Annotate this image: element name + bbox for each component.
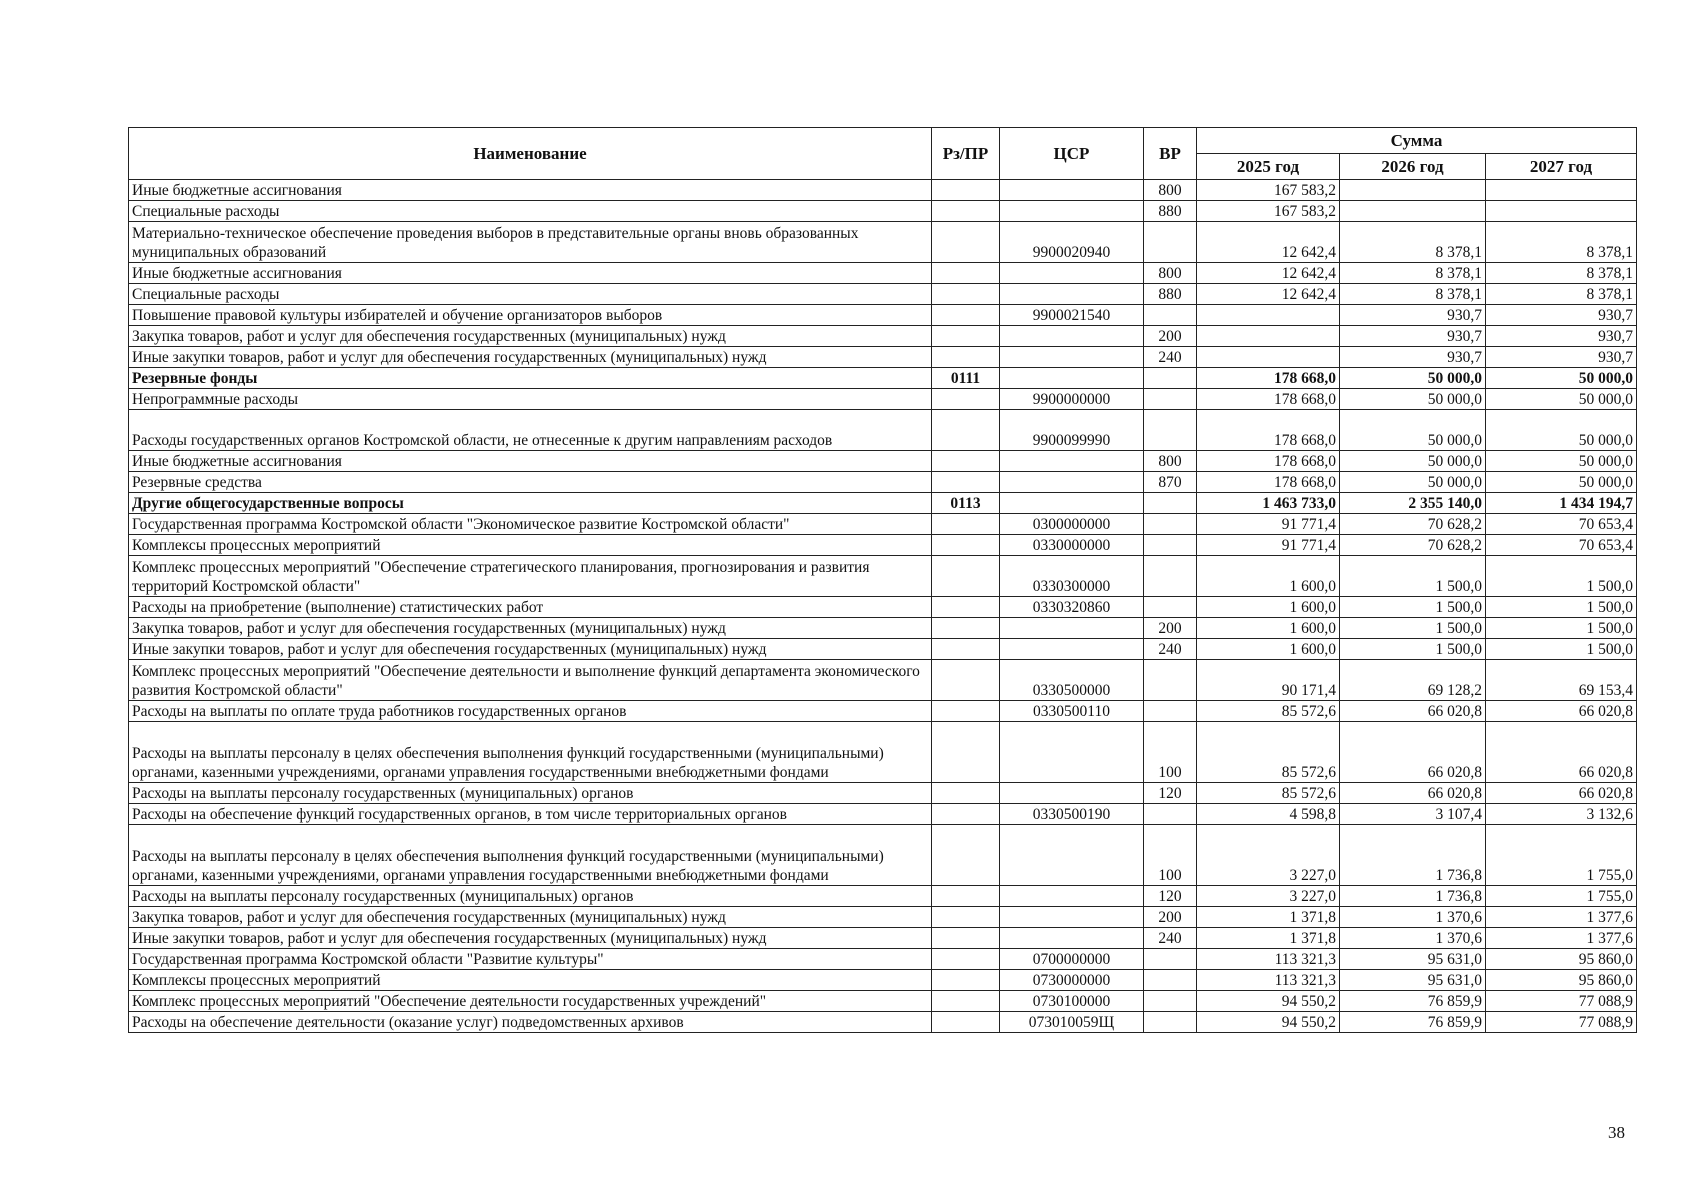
- row-csr-cell: [1000, 722, 1144, 783]
- row-2025-cell: 91 771,4: [1197, 535, 1340, 556]
- row-rzpr-cell: [932, 1012, 1000, 1033]
- table-row: [129, 347, 1637, 368]
- row-2025-cell: 113 321,3: [1197, 949, 1340, 970]
- row-2027-cell: 66 020,8: [1486, 701, 1637, 722]
- row-name-cell: Специальные расходы: [129, 284, 932, 305]
- row-2026-cell: 95 631,0: [1340, 970, 1486, 991]
- row-name-cell: Материально-техническое обеспечение проведения выборов в представительные органы вновь образованных муниципальных образований: [129, 222, 932, 263]
- row-2026-cell: 76 859,9: [1340, 1012, 1486, 1033]
- row-2025-cell: 4 598,8: [1197, 804, 1340, 825]
- row-rzpr-cell: [932, 284, 1000, 305]
- row-rzpr-cell: [932, 970, 1000, 991]
- row-csr-cell: 0300000000: [1000, 514, 1144, 535]
- table-row: [129, 722, 1637, 783]
- row-2025-cell: 1 463 733,0: [1197, 493, 1340, 514]
- row-csr-cell: 9900099990: [1000, 410, 1144, 451]
- row-2027-cell: 69 153,4: [1486, 660, 1637, 701]
- row-2026-cell: 8 378,1: [1340, 222, 1486, 263]
- row-rzpr-cell: [932, 201, 1000, 222]
- row-name-cell: Комплекс процессных мероприятий "Обеспечение стратегического планирования, прогнозирования и развития территорий Костромской области": [129, 556, 932, 597]
- row-2026-cell: 1 736,8: [1340, 886, 1486, 907]
- table-row: [129, 660, 1637, 701]
- row-csr-cell: [1000, 493, 1144, 514]
- row-2026-cell: 66 020,8: [1340, 783, 1486, 804]
- row-csr-cell: [1000, 326, 1144, 347]
- table-row: [129, 493, 1637, 514]
- row-rzpr-cell: [932, 907, 1000, 928]
- row-rzpr-cell: [932, 597, 1000, 618]
- row-2027-cell: 50 000,0: [1486, 389, 1637, 410]
- row-2027-cell: 1 755,0: [1486, 886, 1637, 907]
- row-vr-cell: 200: [1144, 907, 1197, 928]
- row-2027-cell: 1 500,0: [1486, 556, 1637, 597]
- row-csr-cell: [1000, 347, 1144, 368]
- row-2027-cell: 70 653,4: [1486, 535, 1637, 556]
- table-row: [129, 535, 1637, 556]
- row-2026-cell: 70 628,2: [1340, 535, 1486, 556]
- row-2027-cell: [1486, 180, 1637, 201]
- table-row: [129, 222, 1637, 263]
- row-2025-cell: 3 227,0: [1197, 886, 1340, 907]
- row-rzpr-cell: [932, 639, 1000, 660]
- row-vr-cell: [1144, 660, 1197, 701]
- header-sum: Сумма: [1197, 128, 1637, 154]
- row-2027-cell: 50 000,0: [1486, 410, 1637, 451]
- header-year-2025: 2025 год: [1197, 154, 1340, 180]
- row-name-cell: Расходы на выплаты персоналу государственных (муниципальных) органов: [129, 783, 932, 804]
- row-2027-cell: 930,7: [1486, 305, 1637, 326]
- row-2025-cell: 12 642,4: [1197, 284, 1340, 305]
- row-2025-cell: 3 227,0: [1197, 825, 1340, 886]
- row-csr-cell: 0700000000: [1000, 949, 1144, 970]
- row-csr-cell: [1000, 907, 1144, 928]
- row-csr-cell: [1000, 201, 1144, 222]
- table-row: [129, 326, 1637, 347]
- row-rzpr-cell: [932, 991, 1000, 1012]
- row-2026-cell: 50 000,0: [1340, 472, 1486, 493]
- row-2026-cell: [1340, 180, 1486, 201]
- row-csr-cell: 9900021540: [1000, 305, 1144, 326]
- row-vr-cell: [1144, 389, 1197, 410]
- row-2026-cell: 8 378,1: [1340, 263, 1486, 284]
- row-csr-cell: 0330000000: [1000, 535, 1144, 556]
- table-row: [129, 305, 1637, 326]
- row-name-cell: Расходы на выплаты по оплате труда работников государственных органов: [129, 701, 932, 722]
- budget-table: [128, 127, 1637, 1033]
- row-2027-cell: 95 860,0: [1486, 970, 1637, 991]
- row-rzpr-cell: [932, 722, 1000, 783]
- row-2027-cell: 77 088,9: [1486, 1012, 1637, 1033]
- row-2025-cell: 1 600,0: [1197, 639, 1340, 660]
- row-rzpr-cell: [932, 326, 1000, 347]
- row-2025-cell: 94 550,2: [1197, 1012, 1340, 1033]
- row-2027-cell: 930,7: [1486, 347, 1637, 368]
- row-vr-cell: 200: [1144, 326, 1197, 347]
- row-csr-cell: 0330320860: [1000, 597, 1144, 618]
- row-vr-cell: [1144, 410, 1197, 451]
- row-2025-cell: 90 171,4: [1197, 660, 1340, 701]
- row-csr-cell: 0330300000: [1000, 556, 1144, 597]
- row-csr-cell: [1000, 618, 1144, 639]
- row-2026-cell: 930,7: [1340, 347, 1486, 368]
- row-2026-cell: 1 370,6: [1340, 928, 1486, 949]
- row-2027-cell: 77 088,9: [1486, 991, 1637, 1012]
- row-rzpr-cell: 0113: [932, 493, 1000, 514]
- row-name-cell: Комплекс процессных мероприятий "Обеспечение деятельности и выполнение функций департамента экономического развития Костромской области": [129, 660, 932, 701]
- row-2027-cell: 50 000,0: [1486, 451, 1637, 472]
- row-2026-cell: 1 500,0: [1340, 639, 1486, 660]
- row-name-cell: Государственная программа Костромской области "Развитие культуры": [129, 949, 932, 970]
- row-name-cell: Иные бюджетные ассигнования: [129, 451, 932, 472]
- row-rzpr-cell: [932, 618, 1000, 639]
- table-row: [129, 556, 1637, 597]
- row-2026-cell: 1 500,0: [1340, 556, 1486, 597]
- page-number: 38: [1608, 1123, 1625, 1142]
- header-year-2027: 2027 год: [1486, 154, 1637, 180]
- row-2025-cell: 1 371,8: [1197, 907, 1340, 928]
- row-csr-cell: 0330500110: [1000, 701, 1144, 722]
- row-rzpr-cell: [932, 451, 1000, 472]
- row-name-cell: Непрограммные расходы: [129, 389, 932, 410]
- row-csr-cell: 0330500190: [1000, 804, 1144, 825]
- row-vr-cell: [1144, 701, 1197, 722]
- row-name-cell: Расходы на выплаты персоналу государственных (муниципальных) органов: [129, 886, 932, 907]
- row-name-cell: Расходы на обеспечение деятельности (оказание услуг) подведомственных архивов: [129, 1012, 932, 1033]
- row-2026-cell: 1 370,6: [1340, 907, 1486, 928]
- row-2025-cell: 1 600,0: [1197, 597, 1340, 618]
- table-row: [129, 907, 1637, 928]
- budget-sheet: [128, 127, 1636, 1033]
- row-2026-cell: 8 378,1: [1340, 284, 1486, 305]
- table-row: [129, 618, 1637, 639]
- row-vr-cell: [1144, 949, 1197, 970]
- row-vr-cell: [1144, 991, 1197, 1012]
- row-vr-cell: [1144, 514, 1197, 535]
- row-rzpr-cell: [932, 556, 1000, 597]
- row-2026-cell: 930,7: [1340, 305, 1486, 326]
- row-csr-cell: [1000, 284, 1144, 305]
- row-csr-cell: 9900000000: [1000, 389, 1144, 410]
- row-csr-cell: 073010059Щ: [1000, 1012, 1144, 1033]
- row-name-cell: Комплексы процессных мероприятий: [129, 970, 932, 991]
- row-2027-cell: 70 653,4: [1486, 514, 1637, 535]
- row-2025-cell: 167 583,2: [1197, 180, 1340, 201]
- row-2027-cell: 8 378,1: [1486, 222, 1637, 263]
- table-row: [129, 389, 1637, 410]
- row-vr-cell: [1144, 597, 1197, 618]
- row-2025-cell: 12 642,4: [1197, 263, 1340, 284]
- row-2026-cell: 1 736,8: [1340, 825, 1486, 886]
- row-csr-cell: 0730100000: [1000, 991, 1144, 1012]
- row-2025-cell: 113 321,3: [1197, 970, 1340, 991]
- row-name-cell: Иные бюджетные ассигнования: [129, 263, 932, 284]
- row-name-cell: Комплексы процессных мероприятий: [129, 535, 932, 556]
- row-name-cell: Закупка товаров, работ и услуг для обеспечения государственных (муниципальных) нужд: [129, 907, 932, 928]
- row-2025-cell: 178 668,0: [1197, 410, 1340, 451]
- row-csr-cell: [1000, 639, 1144, 660]
- row-vr-cell: 120: [1144, 886, 1197, 907]
- row-2027-cell: 1 500,0: [1486, 597, 1637, 618]
- row-rzpr-cell: [932, 804, 1000, 825]
- table-row: [129, 201, 1637, 222]
- row-2027-cell: 1 434 194,7: [1486, 493, 1637, 514]
- row-2026-cell: 70 628,2: [1340, 514, 1486, 535]
- row-2025-cell: [1197, 326, 1340, 347]
- row-vr-cell: [1144, 556, 1197, 597]
- table-row: [129, 180, 1637, 201]
- row-rzpr-cell: [932, 701, 1000, 722]
- row-2026-cell: 69 128,2: [1340, 660, 1486, 701]
- row-name-cell: Иные закупки товаров, работ и услуг для обеспечения государственных (муниципальных) нужд: [129, 928, 932, 949]
- row-2027-cell: 1 377,6: [1486, 928, 1637, 949]
- table-header: [129, 128, 1637, 180]
- row-2027-cell: 1 500,0: [1486, 639, 1637, 660]
- row-2025-cell: 167 583,2: [1197, 201, 1340, 222]
- row-name-cell: Расходы на обеспечение функций государственных органов, в том числе территориальных органов: [129, 804, 932, 825]
- row-2026-cell: 66 020,8: [1340, 701, 1486, 722]
- row-2025-cell: 178 668,0: [1197, 368, 1340, 389]
- row-2027-cell: 1 377,6: [1486, 907, 1637, 928]
- row-vr-cell: 240: [1144, 347, 1197, 368]
- row-2027-cell: 50 000,0: [1486, 368, 1637, 389]
- row-2027-cell: 930,7: [1486, 326, 1637, 347]
- row-2027-cell: 1 500,0: [1486, 618, 1637, 639]
- row-name-cell: Специальные расходы: [129, 201, 932, 222]
- row-vr-cell: 880: [1144, 201, 1197, 222]
- row-name-cell: Комплекс процессных мероприятий "Обеспечение деятельности государственных учреждений": [129, 991, 932, 1012]
- row-2027-cell: 8 378,1: [1486, 284, 1637, 305]
- row-vr-cell: 800: [1144, 451, 1197, 472]
- row-vr-cell: [1144, 222, 1197, 263]
- row-vr-cell: 100: [1144, 825, 1197, 886]
- row-csr-cell: [1000, 180, 1144, 201]
- header-vr: ВР: [1144, 128, 1197, 180]
- row-2026-cell: 3 107,4: [1340, 804, 1486, 825]
- row-2026-cell: 95 631,0: [1340, 949, 1486, 970]
- row-rzpr-cell: [932, 305, 1000, 326]
- row-2025-cell: 85 572,6: [1197, 783, 1340, 804]
- row-csr-cell: [1000, 451, 1144, 472]
- row-vr-cell: 240: [1144, 928, 1197, 949]
- row-2025-cell: [1197, 347, 1340, 368]
- row-vr-cell: 800: [1144, 180, 1197, 201]
- row-name-cell: Расходы на приобретение (выполнение) статистических работ: [129, 597, 932, 618]
- row-vr-cell: [1144, 305, 1197, 326]
- header-year-2026: 2026 год: [1340, 154, 1486, 180]
- row-2025-cell: 1 600,0: [1197, 618, 1340, 639]
- table-row: [129, 639, 1637, 660]
- row-2025-cell: 178 668,0: [1197, 389, 1340, 410]
- row-vr-cell: 800: [1144, 263, 1197, 284]
- row-name-cell: Расходы государственных органов Костромской области, не отнесенные к другим направлениям расходов: [129, 410, 932, 451]
- row-rzpr-cell: [932, 514, 1000, 535]
- row-name-cell: Иные закупки товаров, работ и услуг для обеспечения государственных (муниципальных) нужд: [129, 347, 932, 368]
- table-row: [129, 451, 1637, 472]
- row-2026-cell: [1340, 201, 1486, 222]
- table-row: [129, 701, 1637, 722]
- table-row: [129, 804, 1637, 825]
- row-vr-cell: [1144, 970, 1197, 991]
- table-row: [129, 825, 1637, 886]
- row-name-cell: Закупка товаров, работ и услуг для обеспечения государственных (муниципальных) нужд: [129, 618, 932, 639]
- row-vr-cell: [1144, 804, 1197, 825]
- row-csr-cell: 9900020940: [1000, 222, 1144, 263]
- row-2025-cell: 1 371,8: [1197, 928, 1340, 949]
- row-2027-cell: [1486, 201, 1637, 222]
- row-vr-cell: 200: [1144, 618, 1197, 639]
- row-csr-cell: 0730000000: [1000, 970, 1144, 991]
- header-csr: ЦСР: [1000, 128, 1144, 180]
- table-row: [129, 970, 1637, 991]
- row-vr-cell: 240: [1144, 639, 1197, 660]
- row-rzpr-cell: [932, 410, 1000, 451]
- row-csr-cell: [1000, 886, 1144, 907]
- row-rzpr-cell: [932, 389, 1000, 410]
- row-vr-cell: [1144, 535, 1197, 556]
- row-2027-cell: 3 132,6: [1486, 804, 1637, 825]
- row-csr-cell: [1000, 263, 1144, 284]
- row-2026-cell: 50 000,0: [1340, 389, 1486, 410]
- row-rzpr-cell: [932, 263, 1000, 284]
- table-body: [129, 180, 1637, 1033]
- row-name-cell: Иные бюджетные ассигнования: [129, 180, 932, 201]
- table-row: [129, 514, 1637, 535]
- row-2026-cell: 2 355 140,0: [1340, 493, 1486, 514]
- row-rzpr-cell: [932, 535, 1000, 556]
- table-row: [129, 783, 1637, 804]
- row-2025-cell: 178 668,0: [1197, 451, 1340, 472]
- row-vr-cell: [1144, 493, 1197, 514]
- table-row: [129, 472, 1637, 493]
- row-vr-cell: 120: [1144, 783, 1197, 804]
- row-2025-cell: 1 600,0: [1197, 556, 1340, 597]
- row-rzpr-cell: [932, 949, 1000, 970]
- header-rzpr: Рз/ПР: [932, 128, 1000, 180]
- row-2025-cell: 85 572,6: [1197, 701, 1340, 722]
- row-2027-cell: 50 000,0: [1486, 472, 1637, 493]
- row-2026-cell: 1 500,0: [1340, 597, 1486, 618]
- row-csr-cell: [1000, 825, 1144, 886]
- row-vr-cell: 880: [1144, 284, 1197, 305]
- row-2025-cell: 85 572,6: [1197, 722, 1340, 783]
- row-name-cell: Другие общегосударственные вопросы: [129, 493, 932, 514]
- row-vr-cell: [1144, 368, 1197, 389]
- row-2025-cell: 12 642,4: [1197, 222, 1340, 263]
- row-name-cell: Государственная программа Костромской области "Экономическое развитие Костромской области": [129, 514, 932, 535]
- row-rzpr-cell: [932, 928, 1000, 949]
- table-row: [129, 1012, 1637, 1033]
- table-row: [129, 284, 1637, 305]
- table-row: [129, 263, 1637, 284]
- table-row: [129, 949, 1637, 970]
- row-vr-cell: [1144, 1012, 1197, 1033]
- row-vr-cell: 870: [1144, 472, 1197, 493]
- row-2025-cell: 91 771,4: [1197, 514, 1340, 535]
- row-rzpr-cell: [932, 180, 1000, 201]
- row-csr-cell: [1000, 783, 1144, 804]
- row-name-cell: Иные закупки товаров, работ и услуг для обеспечения государственных (муниципальных) нужд: [129, 639, 932, 660]
- table-row: [129, 991, 1637, 1012]
- row-2026-cell: 50 000,0: [1340, 368, 1486, 389]
- row-vr-cell: 100: [1144, 722, 1197, 783]
- row-2027-cell: 1 755,0: [1486, 825, 1637, 886]
- row-name-cell: Закупка товаров, работ и услуг для обеспечения государственных (муниципальных) нужд: [129, 326, 932, 347]
- row-rzpr-cell: 0111: [932, 368, 1000, 389]
- row-2026-cell: 76 859,9: [1340, 991, 1486, 1012]
- row-2026-cell: 50 000,0: [1340, 451, 1486, 472]
- row-csr-cell: 0330500000: [1000, 660, 1144, 701]
- row-csr-cell: [1000, 368, 1144, 389]
- row-rzpr-cell: [932, 783, 1000, 804]
- table-row: [129, 368, 1637, 389]
- row-rzpr-cell: [932, 825, 1000, 886]
- row-name-cell: Резервные фонды: [129, 368, 932, 389]
- row-2026-cell: 66 020,8: [1340, 722, 1486, 783]
- header-name: Наименование: [129, 128, 932, 180]
- row-rzpr-cell: [932, 347, 1000, 368]
- row-rzpr-cell: [932, 472, 1000, 493]
- table-row: [129, 886, 1637, 907]
- row-2025-cell: 94 550,2: [1197, 991, 1340, 1012]
- row-2027-cell: 8 378,1: [1486, 263, 1637, 284]
- row-2026-cell: 930,7: [1340, 326, 1486, 347]
- row-name-cell: Расходы на выплаты персоналу в целях обеспечения выполнения функций государственными (муниципальными) органами, казенными учреждениями, органами управления государственными внебюджетными фондами: [129, 825, 932, 886]
- row-2027-cell: 95 860,0: [1486, 949, 1637, 970]
- row-rzpr-cell: [932, 886, 1000, 907]
- row-2026-cell: 50 000,0: [1340, 410, 1486, 451]
- table-row: [129, 597, 1637, 618]
- table-row: [129, 928, 1637, 949]
- row-2027-cell: 66 020,8: [1486, 783, 1637, 804]
- row-rzpr-cell: [932, 222, 1000, 263]
- row-name-cell: Резервные средства: [129, 472, 932, 493]
- row-2027-cell: 66 020,8: [1486, 722, 1637, 783]
- row-2026-cell: 1 500,0: [1340, 618, 1486, 639]
- row-name-cell: Расходы на выплаты персоналу в целях обеспечения выполнения функций государственными (муниципальными) органами, казенными учреждениями, органами управления государственными внебюджетными фондами: [129, 722, 932, 783]
- table-row: [129, 410, 1637, 451]
- row-2025-cell: [1197, 305, 1340, 326]
- row-csr-cell: [1000, 472, 1144, 493]
- row-rzpr-cell: [932, 660, 1000, 701]
- row-2025-cell: 178 668,0: [1197, 472, 1340, 493]
- row-name-cell: Повышение правовой культуры избирателей и обучение организаторов выборов: [129, 305, 932, 326]
- row-csr-cell: [1000, 928, 1144, 949]
